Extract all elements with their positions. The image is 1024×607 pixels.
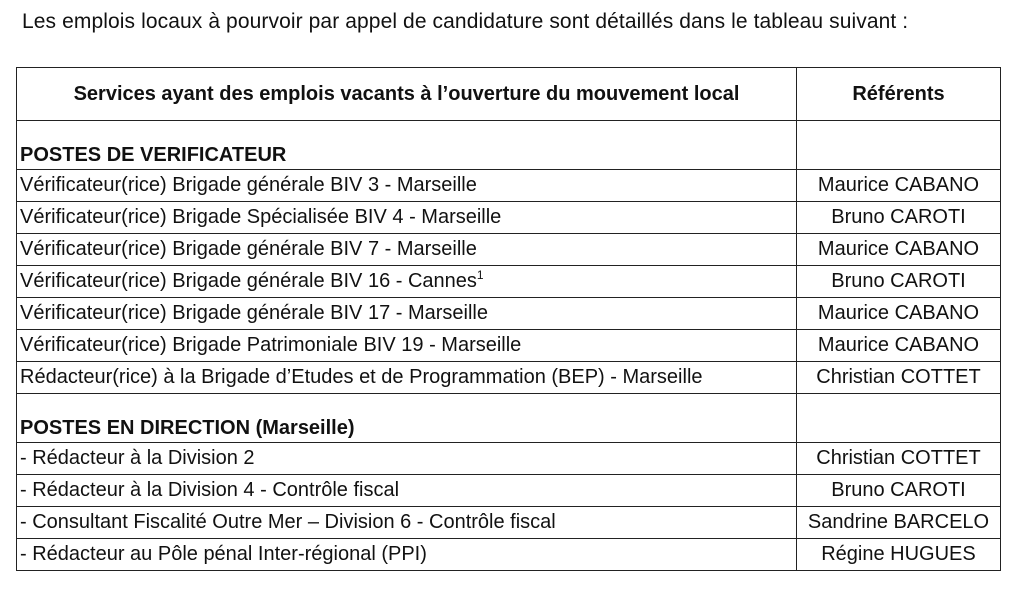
section-row-verificateur — [17, 121, 1001, 170]
service-cell: - Rédacteur au Pôle pénal Inter-régional (PPI) — [17, 539, 797, 571]
service-cell: Vérificateur(rice) Brigade générale BIV 3 - Marseille — [17, 170, 797, 202]
section-empty-cell — [797, 121, 1001, 170]
service-cell — [17, 266, 797, 298]
service-cell: Vérificateur(rice) Brigade générale BIV 7 - Marseille — [17, 234, 797, 266]
table-row — [17, 266, 1001, 298]
table-row — [17, 330, 1001, 362]
referent-cell: Bruno CAROTI — [797, 202, 1001, 234]
service-cell: Rédacteur(rice) à la Brigade d’Etudes et de Programmation (BEP) - Marseille — [17, 362, 797, 394]
section-title: POSTES EN DIRECTION (Marseille) — [17, 394, 797, 443]
referent-cell: Régine HUGUES — [797, 539, 1001, 571]
table-row — [17, 298, 1001, 330]
services-column-header: Services ayant des emplois vacants à l’ouverture du mouvement local — [17, 68, 797, 121]
service-cell: Vérificateur(rice) Brigade Patrimoniale BIV 19 - Marseille — [17, 330, 797, 362]
section-row-direction — [17, 394, 1001, 443]
service-cell: Vérificateur(rice) Brigade générale BIV 17 - Marseille — [17, 298, 797, 330]
table-row — [17, 170, 1001, 202]
referent-cell: Bruno CAROTI — [797, 266, 1001, 298]
referent-cell: Christian COTTET — [797, 443, 1001, 475]
table-row — [17, 234, 1001, 266]
service-cell: - Rédacteur à la Division 4 - Contrôle fiscal — [17, 475, 797, 507]
referent-cell: Christian COTTET — [797, 362, 1001, 394]
section-empty-cell — [797, 394, 1001, 443]
referent-cell: Sandrine BARCELO — [797, 507, 1001, 539]
table-header-row — [17, 68, 1001, 121]
table-row — [17, 362, 1001, 394]
section-title: POSTES DE VERIFICATEUR — [17, 121, 797, 170]
service-text: Vérificateur(rice) Brigade générale BIV 16 - Cannes — [20, 270, 477, 292]
referents-column-header: Référents — [797, 68, 1001, 121]
referent-cell: Maurice CABANO — [797, 330, 1001, 362]
table-row — [17, 475, 1001, 507]
service-cell: - Rédacteur à la Division 2 — [17, 443, 797, 475]
table-row — [17, 507, 1001, 539]
vacancies-table — [16, 67, 1001, 571]
table-row — [17, 443, 1001, 475]
table-row — [17, 539, 1001, 571]
service-cell: - Consultant Fiscalité Outre Mer – Division 6 - Contrôle fiscal — [17, 507, 797, 539]
intro-text: Les emplois locaux à pourvoir par appel de candidature sont détaillés dans le tableau suivant : — [22, 10, 909, 33]
service-cell: Vérificateur(rice) Brigade Spécialisée BIV 4 - Marseille — [17, 202, 797, 234]
referent-cell: Maurice CABANO — [797, 170, 1001, 202]
referent-cell: Maurice CABANO — [797, 234, 1001, 266]
table-row — [17, 202, 1001, 234]
referent-cell: Maurice CABANO — [797, 298, 1001, 330]
referent-cell: Bruno CAROTI — [797, 475, 1001, 507]
footnote-marker: 1 — [476, 268, 484, 282]
